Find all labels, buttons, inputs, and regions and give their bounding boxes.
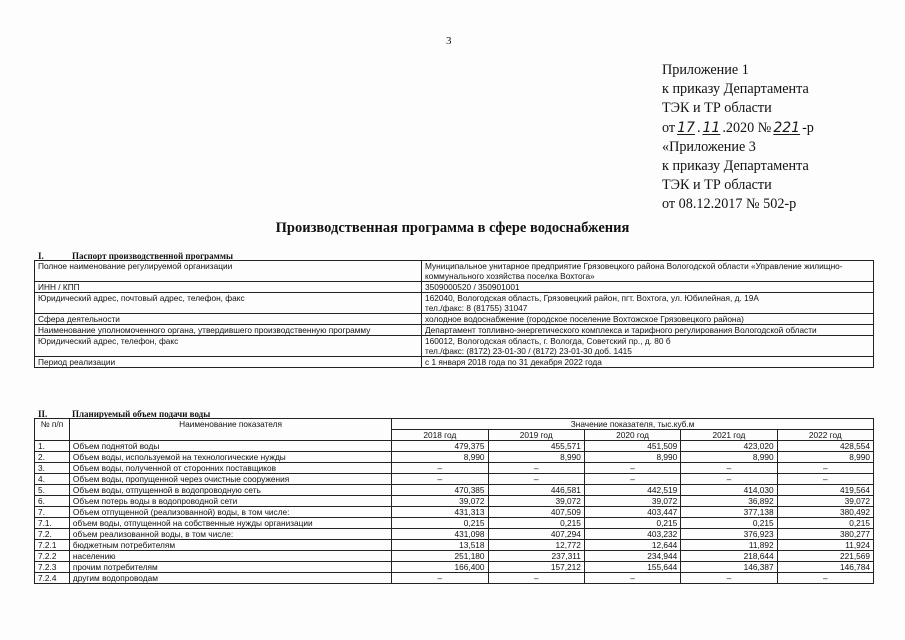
row-name: Объем воды, пропущенной через очистные сооружения xyxy=(69,474,391,485)
document-title: Производственная программа в сфере водоснабжения xyxy=(275,220,630,236)
table-row xyxy=(35,540,874,551)
col-name-header: Наименование показателя xyxy=(69,419,391,441)
row-value: 0,215 xyxy=(584,518,680,529)
row-value: 8,990 xyxy=(777,452,873,463)
row-value: 0,215 xyxy=(681,518,777,529)
row-value: 146,784 xyxy=(777,562,873,573)
row-value: 155,644 xyxy=(584,562,680,573)
handwritten-month: 11 xyxy=(702,119,721,136)
appendix-line-8: от 08.12.2017 № 502-р xyxy=(662,196,797,213)
row-value: 39,072 xyxy=(584,496,680,507)
row-name: Объем воды, отпущенной в водопроводную сеть xyxy=(69,485,391,496)
row-value: 407,509 xyxy=(488,507,584,518)
year-header: 2020 год xyxy=(584,430,680,441)
passport-row xyxy=(35,293,874,314)
section-1-title: Паспорт производственной программы xyxy=(72,251,233,261)
table-row xyxy=(35,474,874,485)
order-year: .2020 № xyxy=(722,119,772,136)
section-1-number: I. xyxy=(38,251,44,261)
passport-label: Полное наименование регулируемой организации xyxy=(35,261,422,282)
passport-value-text-2: тел./факс: (8172) 23-01-30 / (8172) 23-01-30 доб. 1415 xyxy=(425,346,632,356)
row-name: объем воды, отпущенной на собственные нужды организации xyxy=(69,518,391,529)
passport-value-text: холодное водоснабжение (городское поселение Вохтожское Грязовецкого района) xyxy=(425,314,744,324)
row-value: – xyxy=(777,463,873,474)
passport-label: Наименование уполномоченного органа, утвердившего производственную программу xyxy=(35,325,422,336)
table-row xyxy=(35,452,874,463)
row-number: 7.2.4 xyxy=(35,573,70,584)
row-value: 36,892 xyxy=(681,496,777,507)
table-row xyxy=(35,496,874,507)
passport-row xyxy=(35,325,874,336)
row-value: 380,277 xyxy=(777,529,873,540)
col-number-header: № п/п xyxy=(35,419,70,441)
row-value: 380,492 xyxy=(777,507,873,518)
row-value: – xyxy=(584,463,680,474)
handwritten-day: 17 xyxy=(677,119,695,136)
row-value: 12,772 xyxy=(488,540,584,551)
row-name: Объем воды, полученной от сторонних поставщиков xyxy=(69,463,391,474)
row-number: 1. xyxy=(35,441,70,452)
year-header: 2019 год xyxy=(488,430,584,441)
table-row xyxy=(35,463,874,474)
row-value: – xyxy=(777,573,873,584)
row-value: 0,215 xyxy=(392,518,488,529)
row-value: 0,215 xyxy=(488,518,584,529)
passport-value-text: Муниципальное унитарное предприятие Грязовецкого района Вологодской области «Управление жилищно-коммунального хозяйства поселка Вохтога» xyxy=(425,261,843,281)
appendix-line-6: к приказу Департамента xyxy=(662,158,809,175)
row-value: 13,518 xyxy=(392,540,488,551)
row-value: 442,519 xyxy=(584,485,680,496)
row-value: – xyxy=(392,463,488,474)
row-value: – xyxy=(392,573,488,584)
passport-value xyxy=(422,357,874,368)
row-value: 39,072 xyxy=(777,496,873,507)
table-row xyxy=(35,518,874,529)
row-value: – xyxy=(392,474,488,485)
row-number: 7.2.3 xyxy=(35,562,70,573)
row-value: – xyxy=(681,573,777,584)
passport-value-text-2: тел./факс: 8 (81755) 31047 xyxy=(425,303,528,313)
water-volume-table xyxy=(34,418,874,584)
appendix-line-5: «Приложение 3 xyxy=(662,138,756,155)
row-value: 12,644 xyxy=(584,540,680,551)
row-value: 419,564 xyxy=(777,485,873,496)
row-name: Объем воды, используемой на технологические нужды xyxy=(69,452,391,463)
passport-label: Юридический адрес, почтовый адрес, телефон, факс xyxy=(35,293,422,314)
passport-label: ИНН / КПП xyxy=(35,282,422,293)
row-value: 446,581 xyxy=(488,485,584,496)
row-value: 218,644 xyxy=(681,551,777,562)
year-header: 2021 год xyxy=(681,430,777,441)
passport-row xyxy=(35,357,874,368)
row-value: – xyxy=(681,474,777,485)
row-number: 7. xyxy=(35,507,70,518)
row-value: 8,990 xyxy=(681,452,777,463)
row-value: 39,072 xyxy=(488,496,584,507)
section-2-title: Планируемый объем подачи воды xyxy=(72,409,211,419)
handwritten-order-number: 221 xyxy=(773,119,801,136)
row-value: – xyxy=(488,573,584,584)
row-name: прочим потребителям xyxy=(69,562,391,573)
row-number: 4. xyxy=(35,474,70,485)
row-value: 8,990 xyxy=(392,452,488,463)
row-value: 8,990 xyxy=(488,452,584,463)
passport-value xyxy=(422,336,874,357)
order-suffix: -р xyxy=(802,119,814,136)
row-value: 221,569 xyxy=(777,551,873,562)
row-number: 7.2. xyxy=(35,529,70,540)
row-value: 11,892 xyxy=(681,540,777,551)
row-number: 7.1. xyxy=(35,518,70,529)
passport-value-text: 3509000520 / 350901001 xyxy=(425,282,520,292)
row-value: 428,554 xyxy=(777,441,873,452)
section-2-number: II. xyxy=(38,409,48,419)
row-number: 3. xyxy=(35,463,70,474)
passport-row xyxy=(35,261,874,282)
table-row xyxy=(35,573,874,584)
row-number: 2. xyxy=(35,452,70,463)
appendix-header xyxy=(662,61,814,215)
row-value: – xyxy=(488,474,584,485)
row-value: – xyxy=(584,573,680,584)
year-header: 2018 год xyxy=(392,430,488,441)
table-row xyxy=(35,529,874,540)
row-name: другим водопроводам xyxy=(69,573,391,584)
row-name: Объем потерь воды в водопроводной сети xyxy=(69,496,391,507)
row-number: 5. xyxy=(35,485,70,496)
row-value: 376,923 xyxy=(681,529,777,540)
appendix-line-3: ТЭК и ТР области xyxy=(662,100,772,117)
row-value: 455,571 xyxy=(488,441,584,452)
row-name: бюджетным потребителям xyxy=(69,540,391,551)
row-value: 251,180 xyxy=(392,551,488,562)
row-value: 166,400 xyxy=(392,562,488,573)
appendix-line-2: к приказу Департамента xyxy=(662,81,809,98)
passport-row xyxy=(35,336,874,357)
passport-row xyxy=(35,282,874,293)
row-value: – xyxy=(777,474,873,485)
passport-label: Сфера деятельности xyxy=(35,314,422,325)
appendix-line-1: Приложение 1 xyxy=(662,62,749,78)
appendix-line-4: от 17 . 11 .2020 № 221 -р xyxy=(662,119,814,136)
passport-value xyxy=(422,261,874,282)
row-value: 423,020 xyxy=(681,441,777,452)
row-value: – xyxy=(681,463,777,474)
row-value: 157,212 xyxy=(488,562,584,573)
row-value: 234,944 xyxy=(584,551,680,562)
row-value: – xyxy=(488,463,584,474)
row-value: 470,385 xyxy=(392,485,488,496)
passport-value xyxy=(422,325,874,336)
row-value: 377,138 xyxy=(681,507,777,518)
row-value: 8,990 xyxy=(584,452,680,463)
col-value-header: Значение показателя, тыс.куб.м xyxy=(392,419,874,430)
passport-value-text: с 1 января 2018 года по 31 декабря 2022 года xyxy=(425,357,602,367)
row-value: 237,311 xyxy=(488,551,584,562)
passport-value xyxy=(422,282,874,293)
table-row xyxy=(35,485,874,496)
row-value: 431,313 xyxy=(392,507,488,518)
year-header: 2022 год xyxy=(777,430,873,441)
passport-row xyxy=(35,314,874,325)
appendix-line-7: ТЭК и ТР области xyxy=(662,177,772,194)
row-value: 146,387 xyxy=(681,562,777,573)
row-number: 7.2.1 xyxy=(35,540,70,551)
passport-value xyxy=(422,293,874,314)
row-value: 479,375 xyxy=(392,441,488,452)
passport-value-text: 160012, Вологодская область, г. Вологда, Советский пр., д. 80 б xyxy=(425,336,671,346)
page-number: 3 xyxy=(446,35,452,47)
row-value: 431,098 xyxy=(392,529,488,540)
row-value: 451,509 xyxy=(584,441,680,452)
row-value: 0,215 xyxy=(777,518,873,529)
row-value: – xyxy=(584,474,680,485)
row-value: 403,447 xyxy=(584,507,680,518)
row-number: 6. xyxy=(35,496,70,507)
order-date-prefix: от xyxy=(662,119,676,136)
row-value: 39,072 xyxy=(392,496,488,507)
table-row xyxy=(35,441,874,452)
row-name: объем реализованной воды, в том числе: xyxy=(69,529,391,540)
passport-value-text: Департамент топливно-энергетического комплекса и тарифного регулирования Вологодской области xyxy=(425,325,817,335)
row-value: 407,294 xyxy=(488,529,584,540)
passport-value xyxy=(422,314,874,325)
table-row xyxy=(35,551,874,562)
passport-value-text: 162040, Вологодская область, Грязовецкий район, пгт. Вохтога, ул. Юбилейная, д. 19А xyxy=(425,293,759,303)
passport-label: Период реализации xyxy=(35,357,422,368)
row-number: 7.2.2 xyxy=(35,551,70,562)
table-row xyxy=(35,507,874,518)
row-value: 11,924 xyxy=(777,540,873,551)
passport-table xyxy=(34,260,874,368)
row-value: 414,030 xyxy=(681,485,777,496)
row-name: Объем отпущенной (реализованной) воды, в том числе: xyxy=(69,507,391,518)
row-value: 403,232 xyxy=(584,529,680,540)
row-name: Объем поднятой воды xyxy=(69,441,391,452)
passport-label: Юридический адрес, телефон, факс xyxy=(35,336,422,357)
row-name: населению xyxy=(69,551,391,562)
table-row xyxy=(35,562,874,573)
